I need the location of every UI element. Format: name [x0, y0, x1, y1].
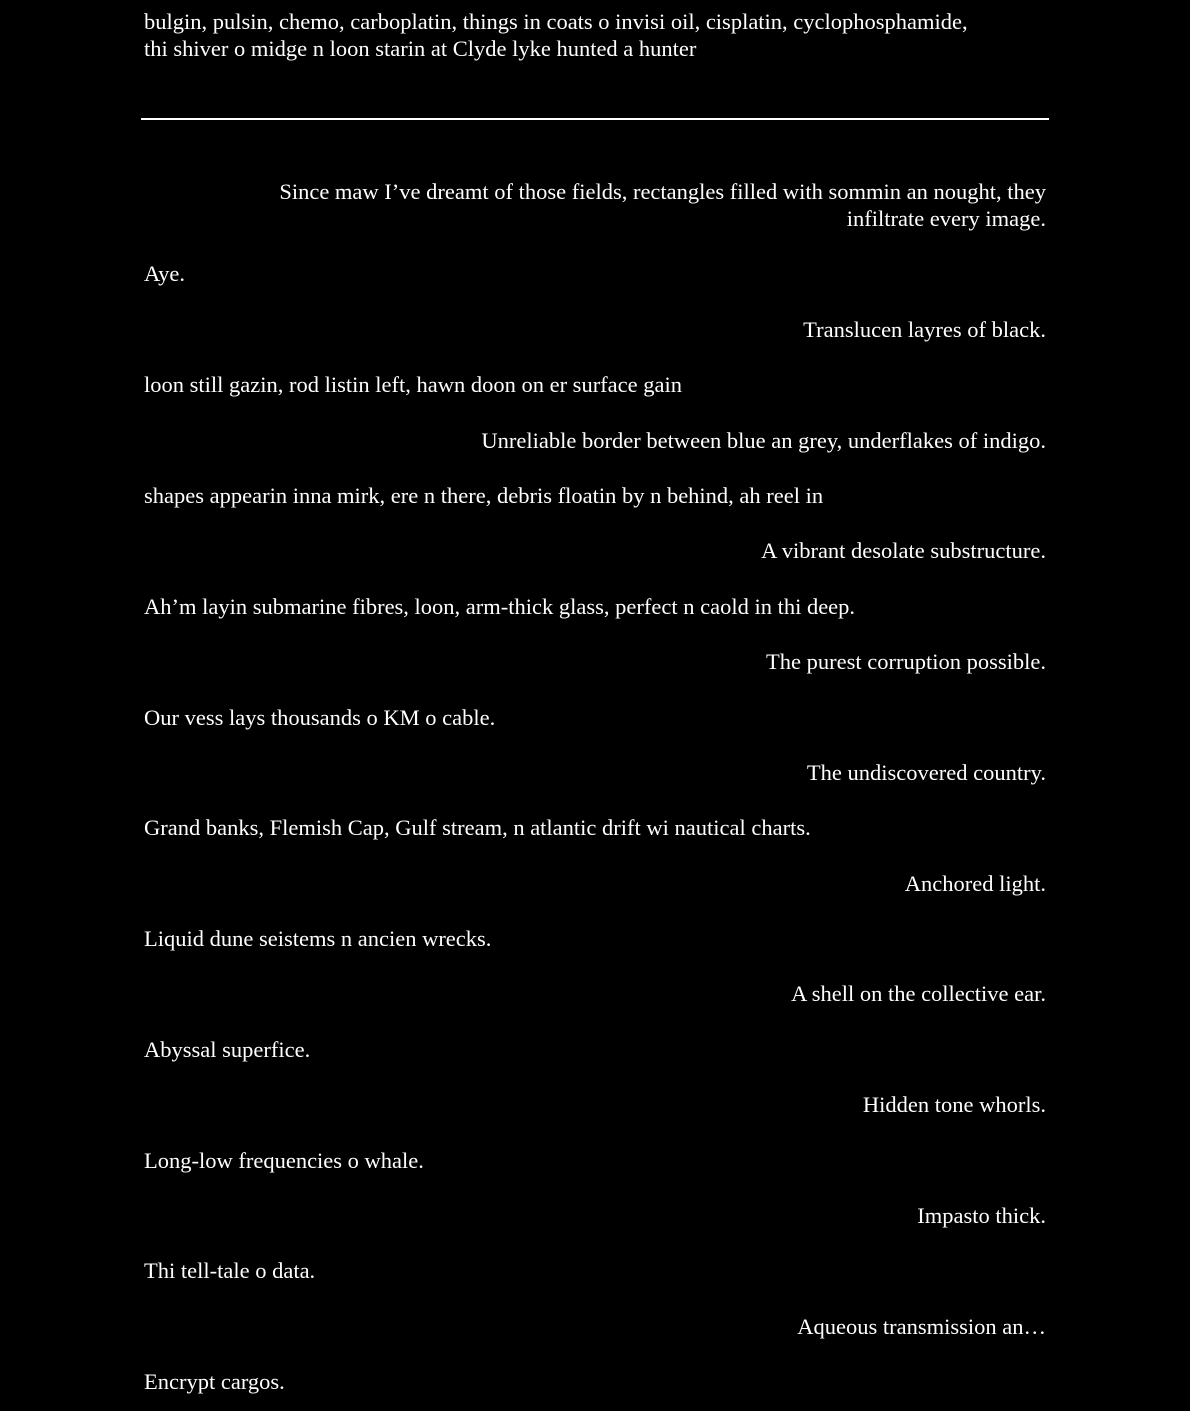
poem-line-right: Aqueous transmission an… [797, 1313, 1046, 1339]
section-divider [141, 118, 1049, 120]
poem-line-left: Long-low frequencies o whale. [144, 1147, 424, 1173]
intro-stanza [144, 8, 1046, 62]
poem-body [144, 178, 1046, 1395]
poem-line-right: Hidden tone whorls. [862, 1092, 1046, 1118]
poem-line-left: Abyssal superfice. [144, 1036, 311, 1062]
poem-line-left: Ah’m layin submarine fibres, loon, arm-thick glass, perfect n caold in thi deep. [144, 593, 856, 619]
poem-line-left: Thi tell-tale o data. [144, 1258, 316, 1284]
intro-line: thi shiver o midge n loon starin at Clyde lyke hunted a hunter [144, 36, 697, 61]
poem-line-right: A vibrant desolate substructure. [761, 538, 1046, 564]
poem-line-right: Translucen layres of black. [803, 316, 1046, 342]
poem-line-left: shapes appearin inna mirk, ere n there, debris floatin by n behind, ah reel in [144, 482, 824, 508]
poem-line-right: Since maw I’ve dreamt of those fields, rectangles filled with sommin an nought, they infiltrate every image. [279, 179, 1046, 231]
poem-line-right: The undiscovered country. [806, 759, 1046, 785]
poem-line-left: Our vess lays thousands o KM o cable. [144, 704, 496, 730]
poem-line-right: The purest corruption possible. [766, 649, 1046, 675]
poem-line-right: A shell on the collective ear. [791, 981, 1046, 1007]
poem-line-left: Grand banks, Flemish Cap, Gulf stream, n atlantic drift wi nautical charts. [144, 815, 811, 841]
poem-line-left: Aye. [144, 261, 186, 287]
poem-line-left: Encrypt cargos. [144, 1369, 285, 1395]
poem-line-right: Anchored light. [904, 870, 1046, 896]
poem-line-left: Liquid dune seistems n ancien wrecks. [144, 926, 492, 952]
intro-line: bulgin, pulsin, chemo, carboplatin, things in coats o invisi oil, cisplatin, cyclophosphamide, [144, 9, 968, 34]
poem-line-right: Impasto thick. [917, 1203, 1046, 1229]
document-page [144, 0, 1046, 1395]
poem-line-right: Unreliable border between blue an grey, underflakes of indigo. [481, 427, 1046, 453]
poem-line-left: loon still gazin, rod listin left, hawn doon on er surface gain [144, 372, 683, 398]
